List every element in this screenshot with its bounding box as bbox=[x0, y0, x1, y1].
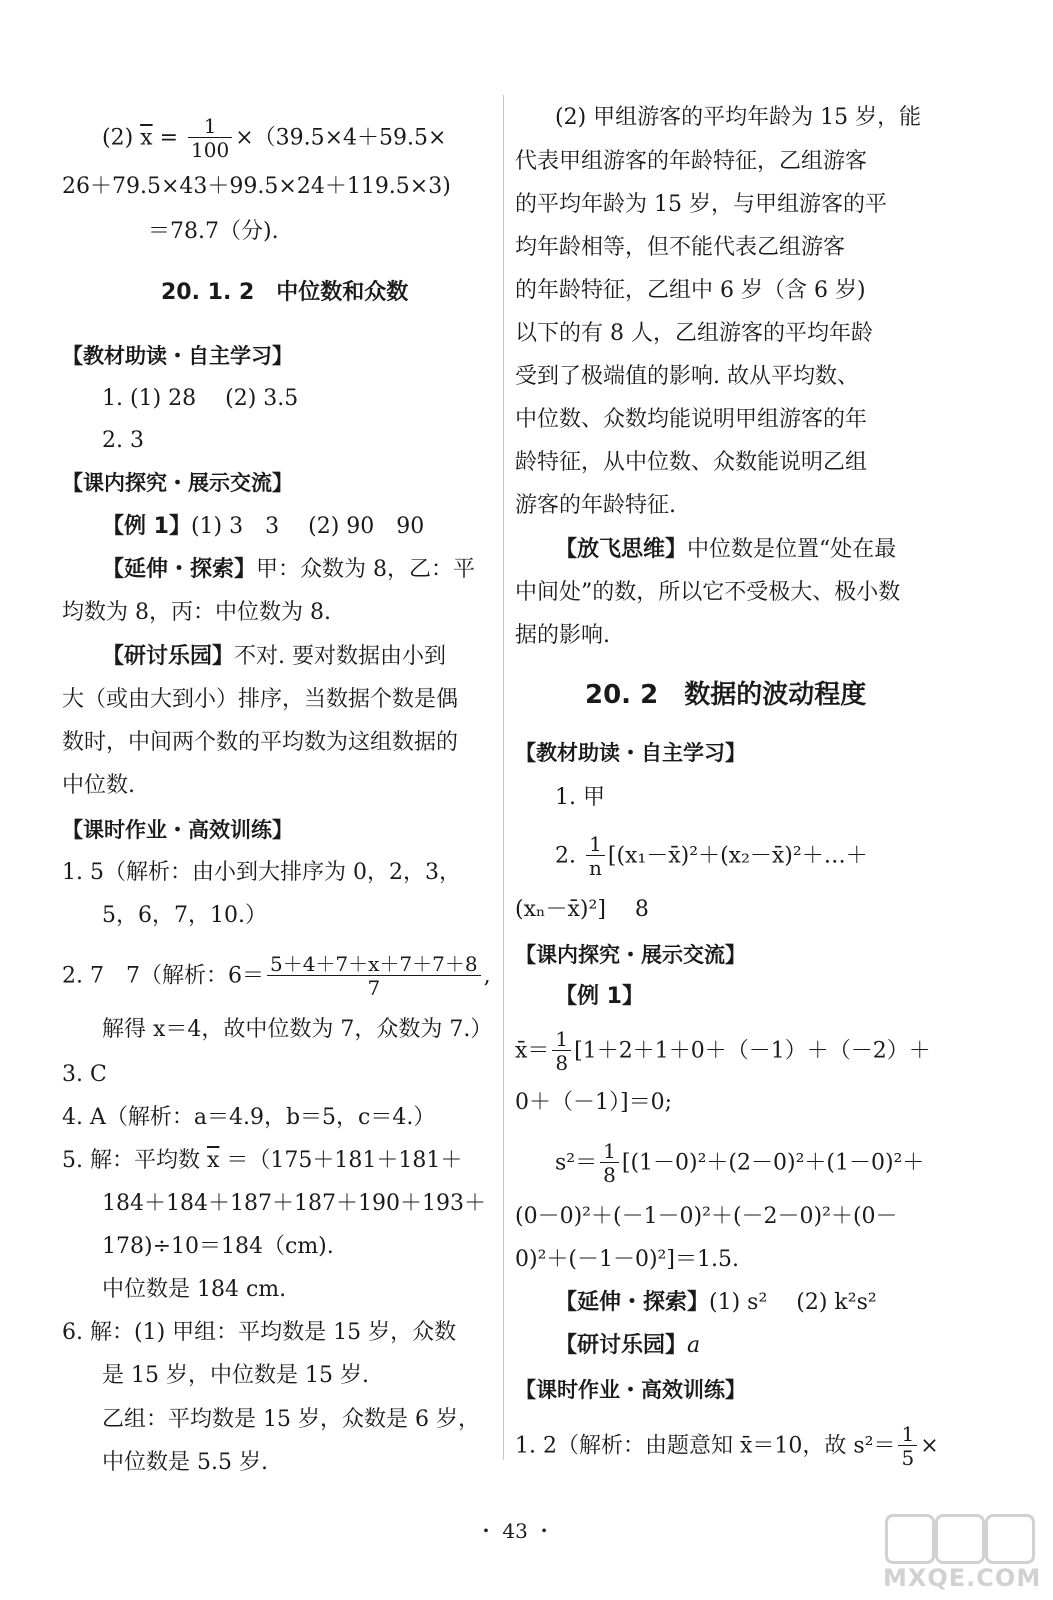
fraction-numerator: 1 bbox=[552, 1028, 571, 1051]
formula-continuation: 26＋79.5×43＋99.5×24＋119.5×3) bbox=[62, 174, 451, 199]
example-tag: 【例 1】 bbox=[555, 984, 644, 1009]
fraction bbox=[188, 115, 232, 162]
example-1 bbox=[102, 512, 424, 542]
answer-6-2-line-1: (2) 甲组游客的平均年龄为 15 岁，能 bbox=[555, 105, 922, 130]
fraction-denominator: n bbox=[588, 856, 602, 880]
extension-line bbox=[102, 555, 475, 585]
page-number: ・ 43 ・ bbox=[476, 1519, 555, 1543]
answer-1: 1. 甲 bbox=[555, 785, 605, 810]
fraction bbox=[552, 1028, 571, 1075]
variance-sum: [(1－0)²＋(2－0)²＋(1－0)²＋ bbox=[621, 1150, 925, 1176]
question-2 bbox=[62, 953, 491, 1000]
item-number: (2) bbox=[102, 125, 141, 151]
mean-symbol: $\overline{x}$ bbox=[206, 1148, 220, 1173]
column-divider bbox=[503, 95, 504, 1460]
answer-2 bbox=[555, 833, 868, 880]
example-mean-cont: 0＋（－1）]＝0; bbox=[515, 1090, 672, 1115]
formula-text: ×（39.5×4＋59.5× bbox=[235, 125, 447, 151]
fangfei-text: 中位数是位置“处在最 bbox=[687, 537, 897, 562]
example-1-tag bbox=[555, 982, 644, 1012]
question-1-cont: 5，6，7，10.） bbox=[102, 903, 267, 928]
answer-6-2-line-8: 中位数、众数均能说明甲组游客的年 bbox=[515, 407, 868, 432]
fraction bbox=[586, 833, 605, 880]
example-tag: 【例 1】 bbox=[102, 514, 191, 539]
answer-6-2-line-2: 代表甲组游客的年龄特征，乙组游客 bbox=[515, 149, 868, 174]
question-3: 3. C bbox=[62, 1062, 107, 1087]
heading-keshi: 【课时作业・高效训练】 bbox=[515, 1378, 746, 1402]
question-2-text: 2. 7 7（解析：6＝ bbox=[62, 963, 264, 989]
equals: = bbox=[152, 125, 185, 151]
heading-kenei: 【课内探究・展示交流】 bbox=[515, 943, 746, 967]
fraction-numerator: 1 bbox=[586, 833, 605, 856]
answer-6-2-line-10: 游客的年龄特征. bbox=[515, 493, 676, 518]
watermark-text: MXQE.COM bbox=[883, 1564, 1042, 1592]
discussion-line bbox=[555, 1331, 700, 1361]
section-title-20-1-2: 20. 1. 2 中位数和众数 bbox=[161, 280, 409, 305]
variance-formula: [(x₁－x̄)²＋(x₂－x̄)²＋…＋ bbox=[607, 843, 868, 869]
answer-6-2-line-9: 龄特征，从中位数、众数能说明乙组 bbox=[515, 450, 868, 475]
fangfei-line-2: 中间处”的数，所以它不受极大、极小数 bbox=[515, 580, 901, 605]
question-1-text: 1. 2（解析：由题意知 x̄＝10，故 s²＝ bbox=[515, 1433, 896, 1459]
discussion-line-4: 中位数. bbox=[62, 773, 135, 798]
watermark-logo bbox=[883, 1514, 1042, 1592]
watermark-box-icon bbox=[935, 1514, 985, 1564]
extension-text: 甲：众数为 8，乙：平 bbox=[256, 557, 476, 582]
question-6-cont-1: 是 15 岁，中位数是 15 岁. bbox=[102, 1363, 369, 1388]
fraction-denominator: 5 bbox=[901, 1446, 915, 1470]
fraction bbox=[267, 953, 481, 1000]
question-2-cont: 解得 x＝4，故中位数为 7，众数为 7.） bbox=[102, 1017, 493, 1042]
fraction-numerator: 1 bbox=[188, 115, 232, 138]
question-5 bbox=[62, 1146, 462, 1176]
answer-2-cont: (xₙ－x̄)²] 8 bbox=[515, 897, 649, 922]
mean-lhs: x̄＝ bbox=[515, 1038, 550, 1064]
extension-line bbox=[555, 1288, 877, 1318]
discussion-line bbox=[102, 642, 446, 672]
discussion-text: 不对. 要对数据由小到 bbox=[234, 644, 447, 669]
example-variance-line bbox=[555, 1140, 924, 1187]
discussion-line-3: 数时，中间两个数的平均数为这组数据的 bbox=[62, 730, 459, 755]
heading-keshi: 【课时作业・高效训练】 bbox=[62, 818, 293, 842]
extension-tag: 【延伸・探索】 bbox=[555, 1290, 710, 1315]
extension-line-2: 均数为 8，丙：中位数为 8. bbox=[62, 600, 331, 625]
times-sign: × bbox=[920, 1433, 939, 1459]
answer-2: 2. 3 bbox=[102, 428, 144, 453]
answer-6-2-line-4: 均年龄相等，但不能代表乙组游客 bbox=[515, 235, 846, 260]
answer-6-2-line-5: 的年龄特征，乙组中 6 岁（含 6 岁) bbox=[515, 278, 866, 303]
heading-jiaocai: 【教材助读・自主学习】 bbox=[62, 344, 293, 368]
example-answer: (1) 3 3 (2) 90 90 bbox=[190, 514, 425, 539]
discussion-tag: 【研讨乐园】 bbox=[102, 644, 235, 669]
fraction-denominator: 7 bbox=[367, 976, 381, 1000]
answer-1: 1. (1) 28 (2) 3.5 bbox=[102, 386, 299, 411]
mean-formula-line bbox=[102, 115, 446, 162]
question-6-cont-2: 乙组：平均数是 15 岁，众数是 6 岁， bbox=[102, 1407, 480, 1432]
fangfei-tag: 【放飞思维】 bbox=[555, 537, 688, 562]
watermark-box-icon bbox=[885, 1514, 935, 1564]
question-5-cont-2: 178)÷10＝184（cm). bbox=[102, 1234, 334, 1259]
fraction-numerator: 5＋4＋7＋x＋7＋7＋8 bbox=[267, 953, 481, 976]
fraction bbox=[898, 1423, 917, 1470]
example-variance-cont-1: (0－0)²＋(－1－0)²＋(－2－0)²＋(0－ bbox=[515, 1204, 898, 1229]
fraction-numerator: 1 bbox=[600, 1140, 619, 1163]
discussion-line-2: 大（或由大到小）排序，当数据个数是偶 bbox=[62, 687, 459, 712]
variance-lhs: s²＝ bbox=[555, 1150, 598, 1176]
question-6: 6. 解：(1) 甲组：平均数是 15 岁，众数 bbox=[62, 1320, 457, 1345]
fraction-denominator: 8 bbox=[555, 1051, 569, 1075]
question-1: 1. 5（解析：由小到大排序为 0，2，3， bbox=[62, 860, 461, 885]
extension-tag: 【延伸・探索】 bbox=[102, 557, 257, 582]
mean-symbol: $\overline{x}$ bbox=[140, 125, 153, 151]
question-5-text: 5. 解：平均数 bbox=[62, 1148, 207, 1173]
discussion-tag: 【研讨乐园】 bbox=[555, 1333, 688, 1358]
fangfei-line-3: 据的影响. bbox=[515, 623, 610, 648]
formula-result: ＝78.7（分). bbox=[148, 219, 279, 244]
comma: , bbox=[483, 963, 491, 989]
heading-kenei: 【课内探究・展示交流】 bbox=[62, 471, 293, 495]
answer-2-number: 2. bbox=[555, 843, 583, 869]
question-5-cont-1: 184＋184＋187＋187＋190＋193＋ bbox=[102, 1191, 486, 1216]
section-title-20-2: 20. 2 数据的波动程度 bbox=[585, 680, 867, 710]
example-variance-cont-2: 0)²＋(－1－0)²]＝1.5. bbox=[515, 1247, 739, 1272]
question-6-cont-3: 中位数是 5.5 岁. bbox=[102, 1450, 268, 1475]
answer-6-2-line-3: 的平均年龄为 15 岁，与甲组游客的平 bbox=[515, 192, 887, 217]
watermark-box-icon bbox=[985, 1514, 1035, 1564]
example-mean-line bbox=[515, 1028, 931, 1075]
answer-6-2-line-7: 受到了极端值的影响. 故从平均数、 bbox=[515, 364, 859, 389]
extension-text: (1) s² (2) k²s² bbox=[709, 1290, 877, 1315]
fraction-numerator: 1 bbox=[898, 1423, 917, 1446]
answer-6-2-line-6: 以下的有 8 人，乙组游客的平均年龄 bbox=[515, 321, 873, 346]
mean-sum: [1＋2＋1＋0＋（－1）＋（－2）＋ bbox=[574, 1038, 931, 1064]
question-4: 4. A（解析：a＝4.9，b＝5，c＝4.） bbox=[62, 1105, 436, 1130]
question-5-formula: ＝（175＋181＋181＋ bbox=[219, 1148, 463, 1173]
fraction-denominator: 100 bbox=[191, 138, 230, 162]
fraction bbox=[600, 1140, 619, 1187]
fangfei-line bbox=[555, 535, 896, 565]
question-5-cont-3: 中位数是 184 cm. bbox=[102, 1277, 287, 1302]
fraction-denominator: 8 bbox=[603, 1163, 616, 1187]
heading-jiaocai: 【教材助读・自主学习】 bbox=[515, 741, 746, 765]
discussion-text: a bbox=[687, 1333, 701, 1358]
question-1 bbox=[515, 1423, 939, 1470]
